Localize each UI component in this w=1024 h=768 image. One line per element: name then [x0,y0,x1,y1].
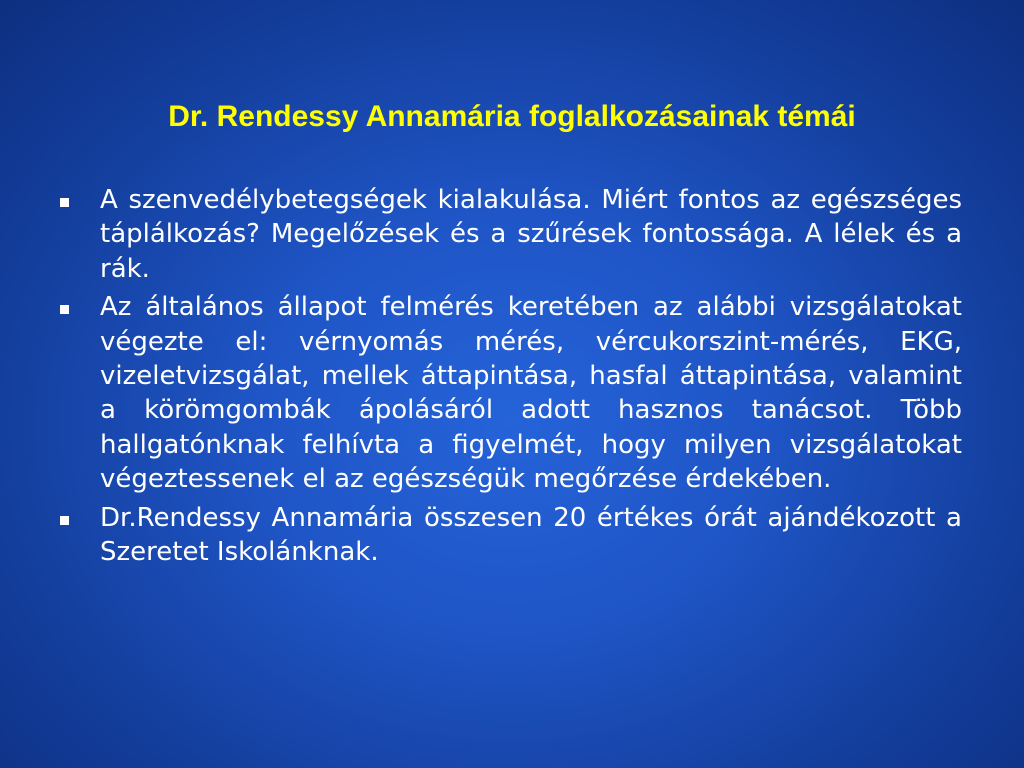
slide-title: Dr. Rendessy Annamária foglalkozásainak témái [168,100,856,134]
bullet-text: Az általános állapot felmérés keretében az alábbi vizsgálatokat végezte el: vérnyomás mérés, vércukorszint-mérés, EKG, vizeletvizsgálat, mellek áttapintása, hasfal áttapintása, valamint a körömgombák ápolásáról adott hasznos tanácsot. Több hallgatónknak felhívta a figyelmét, hogy milyen vizsgálatokat végeztessenek el az egészségük megőrzése érdekében. [100,292,962,495]
bullet-list [60,183,962,573]
square-bullet-icon [60,198,69,207]
bullet-item [60,290,962,496]
square-bullet-icon [60,305,69,314]
bullet-item [60,501,962,570]
bullet-text: Dr.Rendessy Annamária összesen 20 értékes órát ajándékozott a Szeretet Iskolánknak. [100,502,962,568]
square-bullet-icon [60,516,69,525]
bullet-item [60,183,962,286]
bullet-text: A szenvedélybetegségek kialakulása. Miért fontos az egészséges táplálkozás? Megelőzések és a szűrések fontossága. A lélek és a rák. [100,185,962,284]
